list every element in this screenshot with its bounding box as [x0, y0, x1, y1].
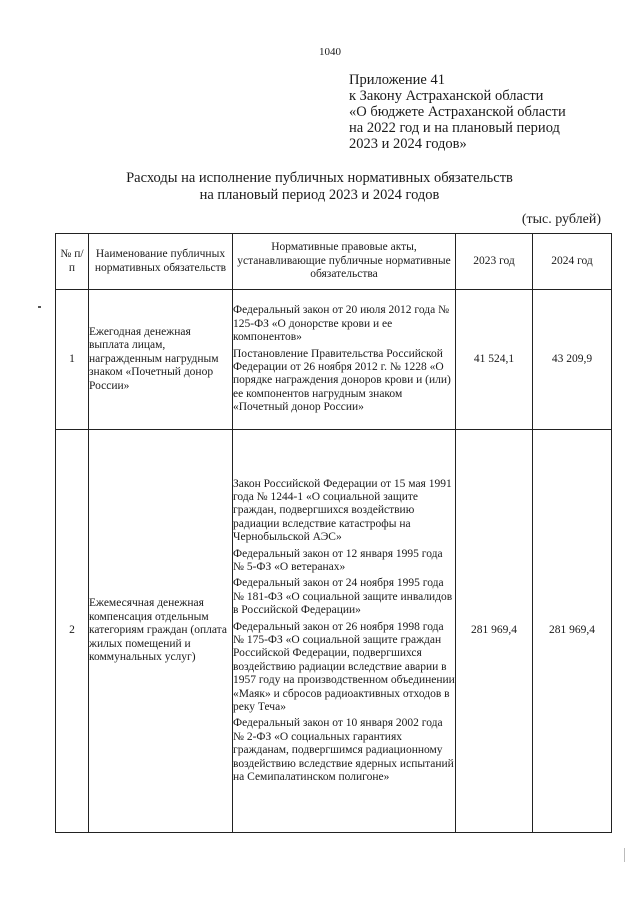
header-acts: Нормативные правовые акты, устанавливающие публичные нормативные обязательства — [233, 234, 456, 290]
legal-act: Закон Российской Федерации от 15 мая 1991 года № 1244-1 «О социальной защите граждан, подвергшихся воздействию радиации вследствие катастрофы на Чернобыльской АЭС» — [233, 477, 452, 544]
table-row — [56, 290, 612, 430]
header-num: № п/п — [56, 234, 89, 290]
obligation-name: Ежегодная денежная выплата лицам, награжденным нагрудным знаком «Почетный донор России» — [89, 290, 233, 430]
legal-act: Постановление Правительства Российской Федерации от 26 ноября 2012 г. № 1228 «О порядке награждения доноров крови и (или) ее компонентов нагрудным знаком «Почетный донор России» — [233, 347, 451, 414]
appendix-line: «О бюджете Астраханской области — [349, 104, 566, 120]
legal-acts — [233, 430, 456, 833]
obligation-name: Ежемесячная денежная компенсация отдельным категориям граждан (оплата жилых помещений и коммунальных услуг) — [89, 430, 233, 833]
table-row — [56, 430, 612, 833]
title-line: Расходы на исполнение публичных нормативных обязательств — [126, 170, 513, 186]
header-2023: 2023 год — [456, 234, 533, 290]
title-line: на плановый период 2023 и 2024 годов — [199, 187, 440, 203]
scan-mark — [38, 306, 41, 308]
appendix-line: 2023 и 2024 годов» — [349, 136, 467, 152]
amount-2023: 281 969,4 — [456, 430, 533, 833]
legal-act: Федеральный закон от 10 января 2002 года № 2-ФЗ «О социальных гарантиях гражданам, подвергшимся радиационному воздействию вследствие ядерных испытаний на Семипалатинском полигоне» — [233, 717, 454, 784]
table-header-row — [56, 234, 612, 290]
header-2024: 2024 год — [533, 234, 612, 290]
row-number: 1 — [56, 290, 89, 430]
amount-2024: 43 209,9 — [533, 290, 612, 430]
legal-act: Федеральный закон от 26 ноября 1998 года № 175-ФЗ «О социальной защите граждан Российской Федерации, подвергшихся воздействию радиации вследствие аварии в 1957 году на производственном объединении «Маяк» и сбросов радиоактивных отходов в реку Теча» — [233, 620, 455, 714]
row-number: 2 — [56, 430, 89, 833]
appendix-reference — [349, 72, 566, 152]
appendix-line: Приложение 41 — [349, 72, 445, 88]
legal-act: Федеральный закон от 24 ноября 1995 года № 181-ФЗ «О социальной защите инвалидов в Российской Федерации» — [233, 577, 453, 617]
appendix-line: на 2022 год и на плановый период — [349, 120, 560, 136]
appendix-line: к Закону Астраханской области — [349, 88, 544, 104]
header-name: Наименование публичных нормативных обязательств — [89, 234, 233, 290]
scan-mark — [610, 848, 625, 862]
page-number: 1040 — [319, 46, 341, 58]
obligations-table — [55, 233, 612, 833]
legal-act: Федеральный закон от 20 июля 2012 года № 125-ФЗ «О донорстве крови и ее компонентов» — [233, 304, 450, 344]
legal-acts — [233, 290, 456, 430]
document-title — [0, 170, 639, 204]
legal-act: Федеральный закон от 12 января 1995 года № 5-ФЗ «О ветеранах» — [233, 547, 443, 573]
units-label: (тыс. рублей) — [521, 212, 601, 227]
amount-2024: 281 969,4 — [533, 430, 612, 833]
amount-2023: 41 524,1 — [456, 290, 533, 430]
